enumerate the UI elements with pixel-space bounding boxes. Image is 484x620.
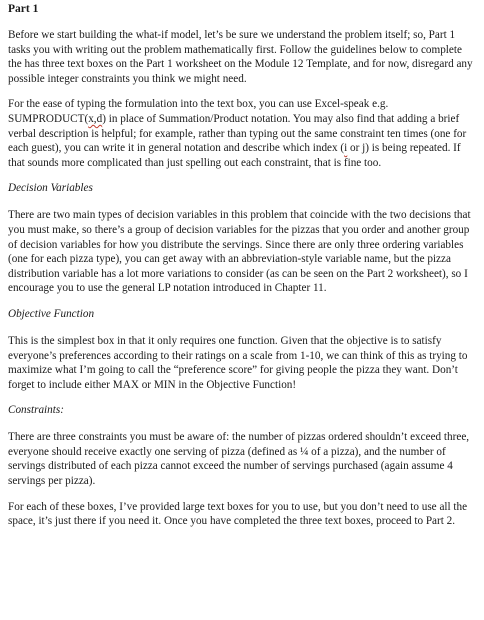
constraints-paragraph: There are three constraints you must be aware of: the number of pizzas ordered shouldn’t exceed three, everyone should receive exactly one serving of pizza (defined as ¼ of a pizza), and the number of servings distributed of each pizza cannot exceed the number of servings purchased (again assume 4 servings per pizza). bbox=[8, 431, 470, 488]
objective-function-heading: Objective Function bbox=[8, 307, 95, 320]
closing-paragraph: For each of these boxes, I’ve provided large text boxes for you to use, but you don’t need to use all the space, it’s just there if you need it. Once you have completed the three text boxes, proceed to Part 2. bbox=[8, 500, 468, 528]
typing-text-after: or j) is being repeated. If that sounds more complicated than just spelling out each constraint, that is fine too. bbox=[8, 142, 461, 169]
typing-text-middle: ) in place of Summation/Product notation. You may also find that adding a brief verbal description is helpful; for example, rather than typing out the same constraint ten times (one for each guest), you can write it in general notation and describe which index ( bbox=[8, 112, 467, 155]
decision-variables-heading: Decision Variables bbox=[8, 182, 93, 195]
page-title: Part 1 bbox=[8, 3, 39, 15]
intro-paragraph: Before we start building the what-if model, let’s be sure we understand the problem itself; so, Part 1 tasks you with writing out the problem mathematically first. Follow the guidelines below to complete the has three text boxes on the Part 1 worksheet on the Module 12 Template, and for now, disregard any possible integer constraints you think we might need. bbox=[8, 29, 473, 85]
typing-paragraph bbox=[8, 97, 476, 170]
constraints-heading: Constraints: bbox=[8, 404, 64, 417]
spellcheck-word-i: i bbox=[344, 142, 348, 155]
decision-variables-paragraph: There are two main types of decision variables in this problem that coincide with the two decisions that you must make, so there’s a group of decision variables for the pizzas that you order and another group of decision variables for how you distribute the servings. Since there are only three ordering variables (one for each pizza type), you can get away with an abbreviation-style variable name, but the pizza distribution variable has a lot more variations to consider (as can be seen on the Part 2 worksheet), so I encourage you to use the general LP notation introduced in Chapter 11. bbox=[8, 209, 471, 295]
objective-function-paragraph: This is the simplest box in that it only requires one function. Given that the objective is to satisfy everyone’s preferences according to their ratings on a scale from 1-10, we can think of this as trying to maximize what I’m going to call the “preference score” for giving people the pizza they want. Don’t forget to include either MAX or MIN in the Objective Function! bbox=[8, 334, 468, 391]
spellcheck-word-xd: x,d bbox=[88, 112, 103, 125]
typing-text-before: For the ease of typing the formulation into the text box, you can use Excel-speak e.g. SUMPRODUCT( bbox=[8, 98, 389, 125]
